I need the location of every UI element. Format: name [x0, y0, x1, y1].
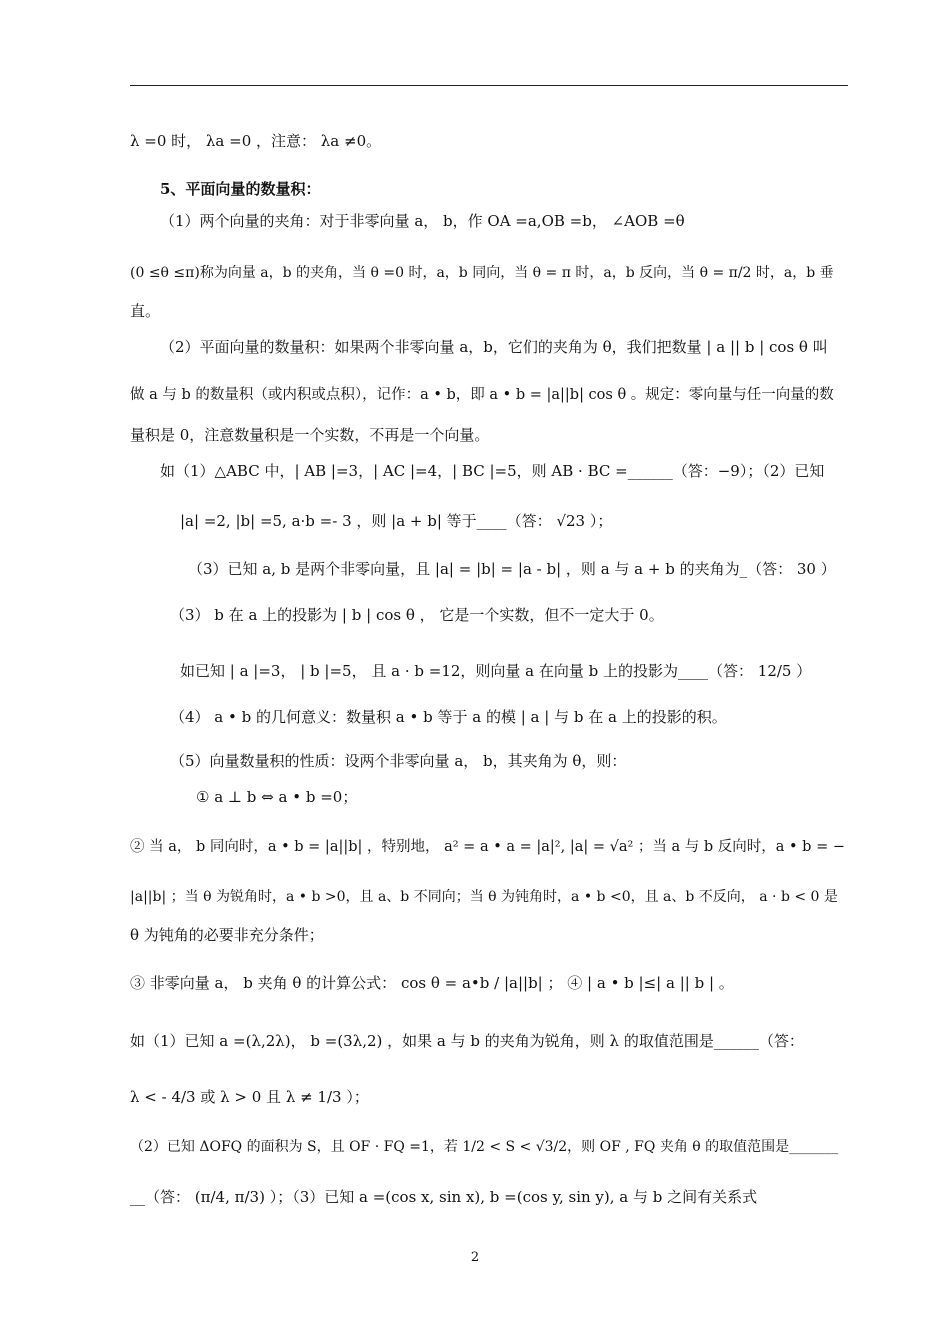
example-line: 如（1）△ABC 中，| AB |=3，| AC |=4，| BC |=5，则 AB · BC =______（答：−9）；（2）已知: [160, 462, 825, 480]
example-line: 如（1）已知 a =(λ,2λ)， b =(3λ,2) ，如果 a 与 b 的夹角为锐角，则 λ 的取值范围是______（答：: [130, 1032, 804, 1050]
text-line: 做 a 与 b 的数量积（或内积或点积），记作：a • b，即 a • b = |a||b| cos θ 。规定：零向量与任一向量的数: [130, 387, 834, 403]
text-line: （3） b 在 a 上的投影为 | b | cos θ ， 它是一个实数，但不一定大于 0。: [170, 606, 664, 624]
example-line: |a| =2, |b| =5, a·b =- 3 ，则 |a + b| 等于____（答： √23 ）；: [180, 512, 613, 530]
example-line: （3）已知 a, b 是两个非零向量，且 |a| = |b| = |a - b| ，则 a 与 a + b 的夹角为_（答： 30 ）: [188, 560, 836, 578]
text-line: （4） a • b 的几何意义：数量积 a • b 等于 a 的模 | a | 与 b 在 a 上的投影的积。: [170, 708, 727, 726]
page-number: 2: [470, 1250, 480, 1265]
text-line: 直。: [130, 302, 161, 320]
example-line: （2）已知 ΔOFQ 的面积为 S，且 OF · FQ =1，若 1/2 < S < √3/2，则 OF , FQ 夹角 θ 的取值范围是_______: [130, 1139, 839, 1155]
section-heading: 5、平面向量的数量积：: [160, 180, 321, 198]
example-line: λ < - 4/3 或 λ > 0 且 λ ≠ 1/3 ）；: [130, 1088, 369, 1106]
property-line: ② 当 a， b 同向时，a • b = |a||b| ，特别地， a² = a • a = |a|², |a| = √a² ；当 a 与 b 反向时，a • b = −: [130, 839, 845, 855]
text-line: （1）两个向量的夹角：对于非零向量 a， b，作 OA =a,OB =b， ∠AOB =θ: [160, 212, 685, 230]
property-line: θ 为钝角的必要非充分条件；: [130, 926, 324, 944]
text-line: （5）向量数量积的性质：设两个非零向量 a， b，其夹角为 θ，则：: [170, 752, 627, 770]
property-line: |a||b| ；当 θ 为锐角时，a • b >0，且 a、b 不同向；当 θ 为钝角时，a • b <0，且 a、b 不反向， a · b < 0 是: [130, 889, 838, 905]
text-line: （2）平面向量的数量积：如果两个非零向量 a，b，它们的夹角为 θ，我们把数量 | a || b | cos θ 叫: [160, 338, 828, 356]
header-rule: [130, 85, 848, 86]
property-line: ① a ⊥ b ⇔ a • b =0；: [196, 788, 358, 806]
example-line: __（答： (π/4, π/3) ）；（3）已知 a =(cos x, sin x), b =(cos y, sin y), a 与 b 之间有关系式: [130, 1188, 758, 1206]
text-line: λ =0 时， λa =0 ，注意： λa ≠0。: [130, 132, 382, 150]
property-line: ③ 非零向量 a， b 夹角 θ 的计算公式： cos θ = a•b / |a||b| ； ④ | a • b |≤| a || b | 。: [130, 974, 734, 992]
text-line: (0 ≤θ ≤π)称为向量 a，b 的夹角，当 θ =0 时，a，b 同向，当 θ = π 时，a，b 反向，当 θ = π/2 时，a，b 垂: [130, 265, 834, 281]
text-line: 量积是 0，注意数量积是一个实数，不再是一个向量。: [130, 426, 490, 444]
example-line: 如已知 | a |=3， | b |=5， 且 a · b =12，则向量 a 在向量 b 上的投影为____（答： 12/5 ）: [180, 662, 812, 680]
